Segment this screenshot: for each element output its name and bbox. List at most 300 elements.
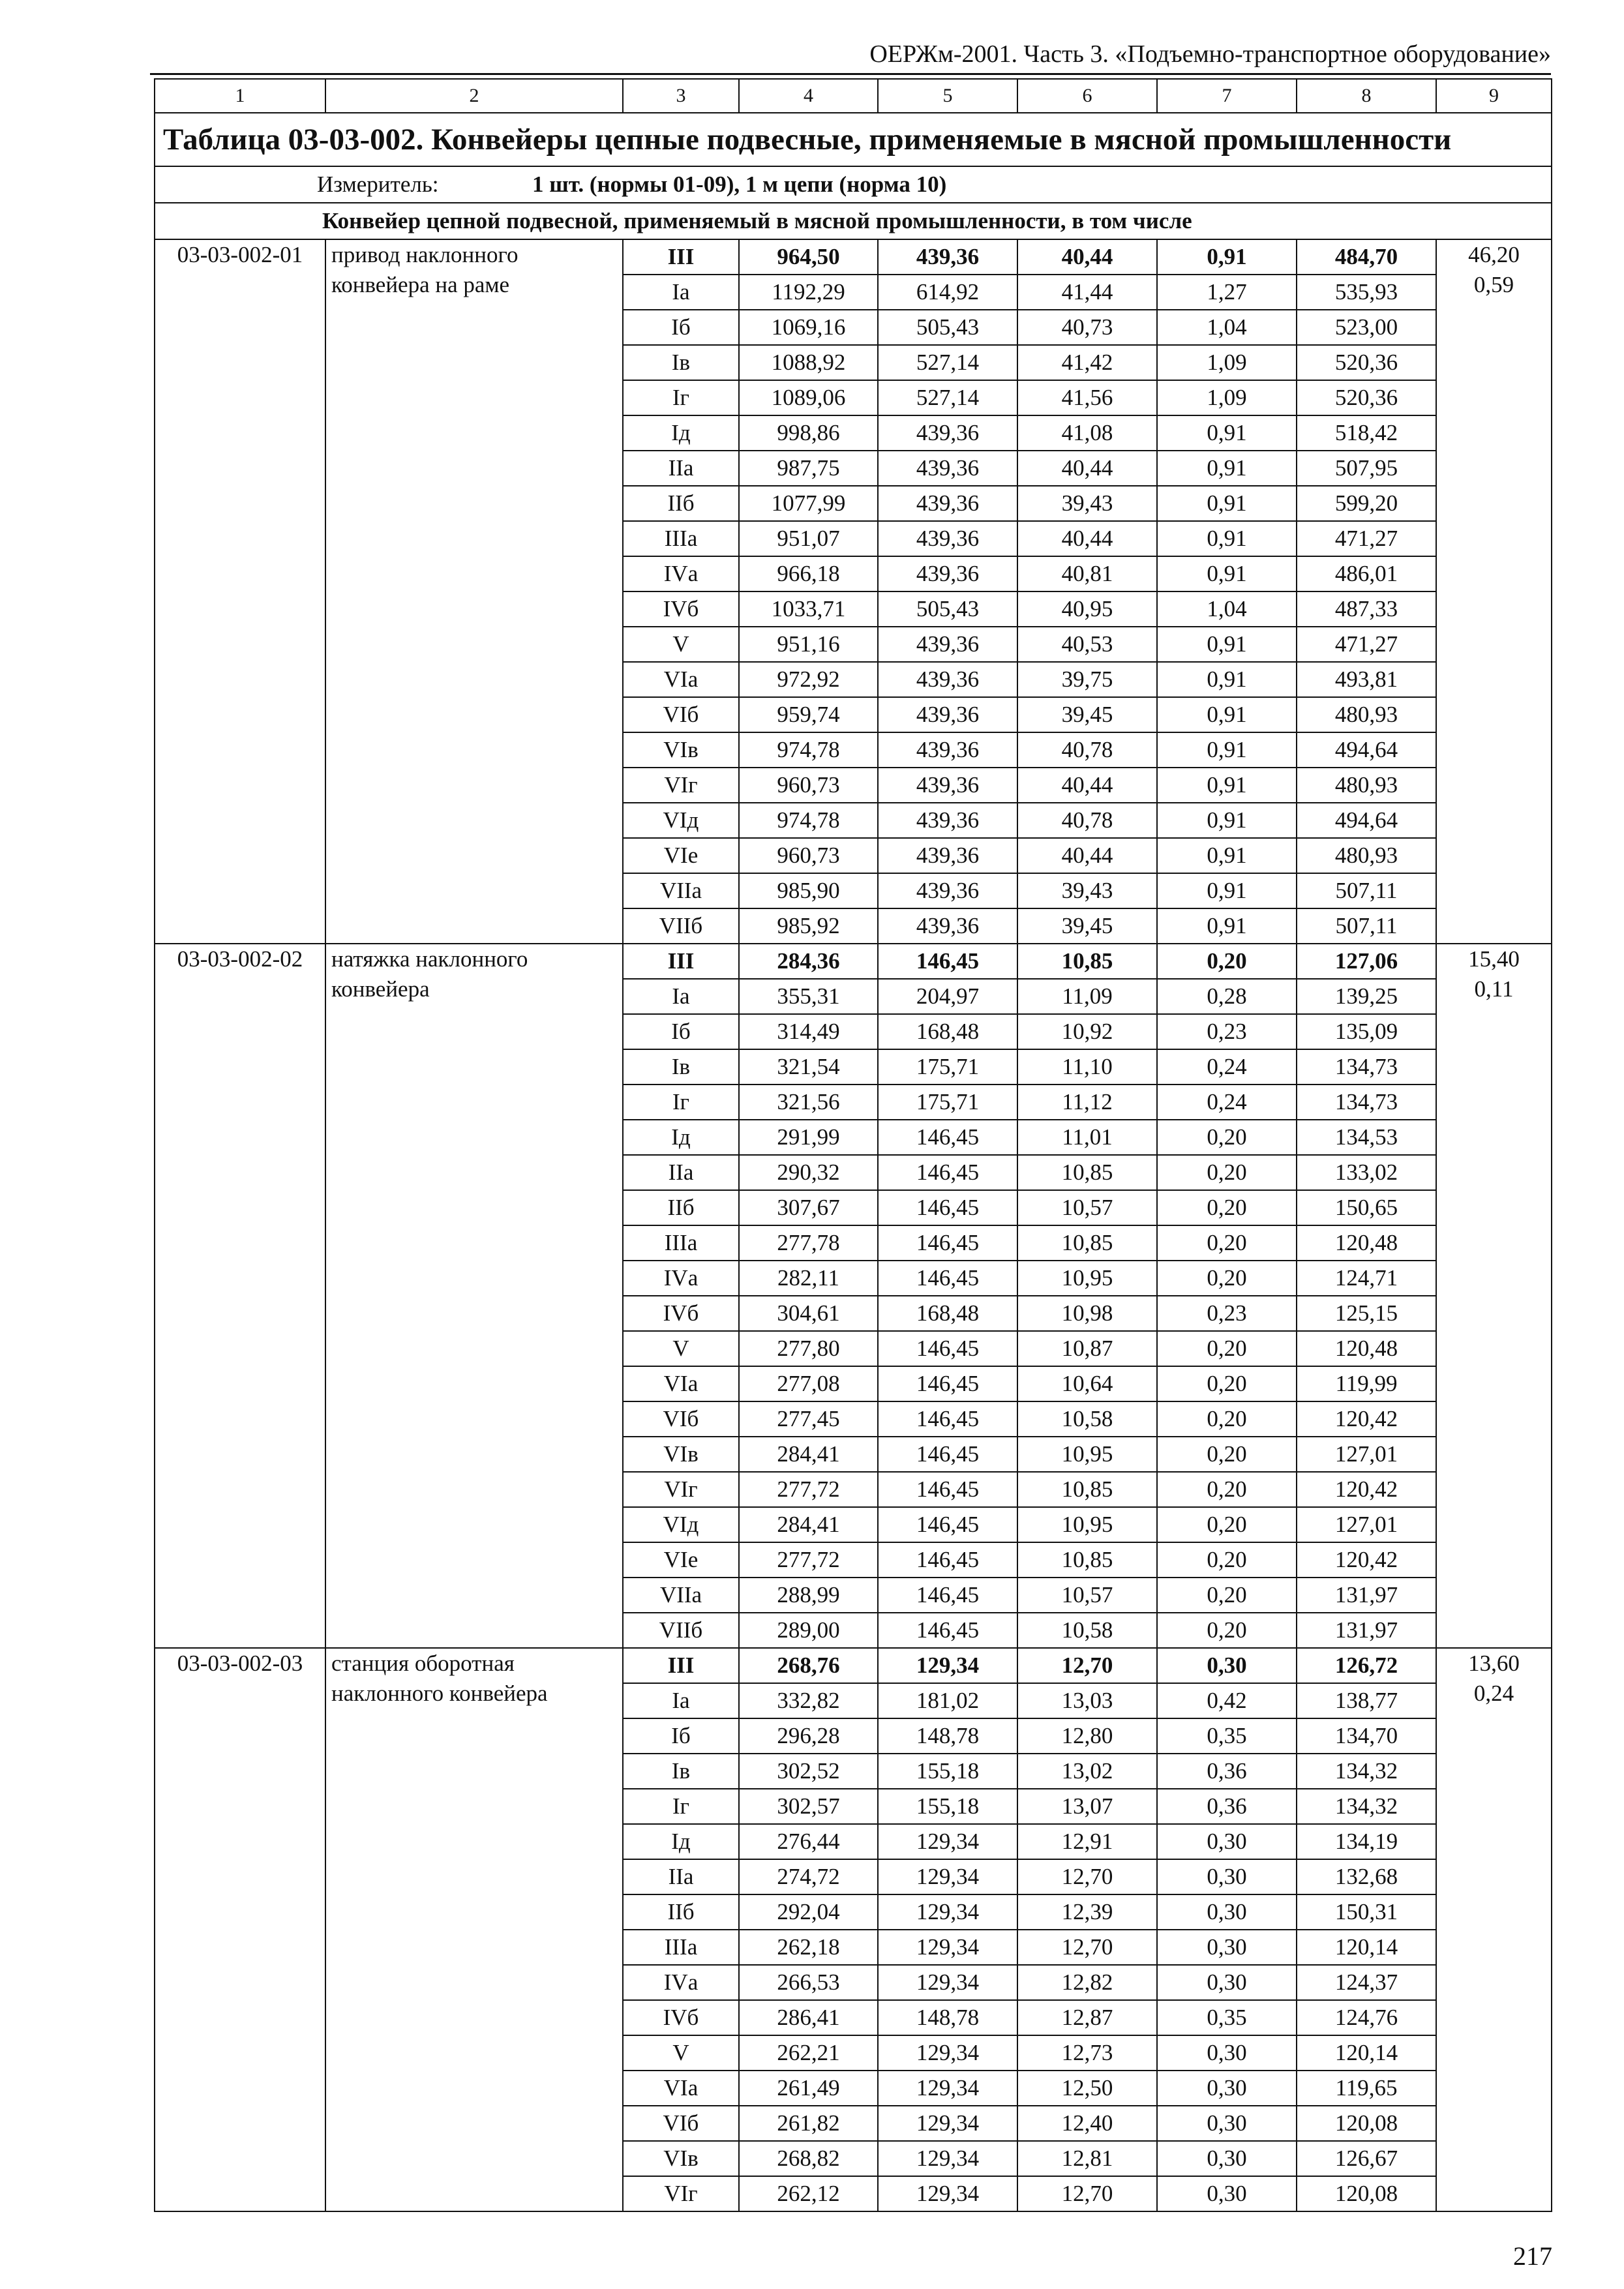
value-cell: 290,32 <box>739 1155 878 1190</box>
value-cell: 1,09 <box>1157 380 1297 415</box>
value-cell: 0,35 <box>1157 1718 1297 1754</box>
value-cell: 127,01 <box>1297 1507 1436 1542</box>
value-cell: 292,04 <box>739 1894 878 1930</box>
value-cell: 12,70 <box>1017 1859 1157 1894</box>
value-cell: 132,68 <box>1297 1859 1436 1894</box>
value-cell: 134,73 <box>1297 1085 1436 1120</box>
value-cell: 119,65 <box>1297 2071 1436 2106</box>
value-cell: 439,36 <box>878 838 1017 873</box>
value-cell: 274,72 <box>739 1859 878 1894</box>
value-cell: 146,45 <box>878 944 1017 979</box>
value-cell: 277,45 <box>739 1401 878 1437</box>
value-cell: 964,50 <box>739 239 878 275</box>
value-cell: 520,36 <box>1297 380 1436 415</box>
value-cell: 12,82 <box>1017 1965 1157 2000</box>
value-cell: 175,71 <box>878 1049 1017 1085</box>
value-cell: 0,91 <box>1157 239 1297 275</box>
value-cell: 40,44 <box>1017 521 1157 556</box>
value-cell: 119,99 <box>1297 1366 1436 1401</box>
column-number: 6 <box>1017 79 1157 113</box>
value-cell: 120,42 <box>1297 1472 1436 1507</box>
value-cell: 131,97 <box>1297 1578 1436 1613</box>
value-cell: 146,45 <box>878 1401 1017 1437</box>
column-number: 9 <box>1436 79 1552 113</box>
value-cell: 39,45 <box>1017 697 1157 732</box>
value-cell: 439,36 <box>878 803 1017 838</box>
value-cell: 129,34 <box>878 1859 1017 1894</box>
zone-cell: Iа <box>623 275 739 310</box>
header-rule <box>150 73 1551 75</box>
value-cell: 277,72 <box>739 1542 878 1578</box>
value-cell: 40,78 <box>1017 732 1157 768</box>
zone-cell: Iб <box>623 310 739 345</box>
value-cell: 268,82 <box>739 2141 878 2176</box>
value-cell: 40,44 <box>1017 838 1157 873</box>
value-cell: 12,80 <box>1017 1718 1157 1754</box>
value-cell: 13,03 <box>1017 1683 1157 1718</box>
zone-cell: VIв <box>623 2141 739 2176</box>
value-cell: 0,91 <box>1157 662 1297 697</box>
value-cell: 439,36 <box>878 627 1017 662</box>
meter-cell <box>155 166 1552 203</box>
value-cell: 471,27 <box>1297 521 1436 556</box>
zone-cell: V <box>623 1331 739 1366</box>
value-cell: 0,30 <box>1157 2071 1297 2106</box>
value-cell: 40,44 <box>1017 451 1157 486</box>
value-cell: 124,71 <box>1297 1261 1436 1296</box>
value-cell: 0,36 <box>1157 1789 1297 1824</box>
value-cell: 10,85 <box>1017 1472 1157 1507</box>
value-cell: 998,86 <box>739 415 878 451</box>
value-cell: 0,91 <box>1157 873 1297 908</box>
value-cell: 146,45 <box>878 1155 1017 1190</box>
zone-cell: Iб <box>623 1014 739 1049</box>
value-cell: 41,08 <box>1017 415 1157 451</box>
column-9-value: 13,60 <box>1468 1651 1520 1676</box>
value-cell: 262,18 <box>739 1930 878 1965</box>
value-cell: 40,44 <box>1017 768 1157 803</box>
value-cell: 0,36 <box>1157 1754 1297 1789</box>
value-cell: 10,58 <box>1017 1613 1157 1648</box>
zone-cell: VIг <box>623 768 739 803</box>
value-cell: 296,28 <box>739 1718 878 1754</box>
value-cell: 494,64 <box>1297 803 1436 838</box>
value-cell: 12,91 <box>1017 1824 1157 1859</box>
value-cell: 0,20 <box>1157 1507 1297 1542</box>
value-cell: 0,20 <box>1157 1366 1297 1401</box>
value-cell: 129,34 <box>878 2141 1017 2176</box>
value-cell: 494,64 <box>1297 732 1436 768</box>
value-cell: 1077,99 <box>739 486 878 521</box>
table-row <box>155 944 1552 979</box>
value-cell: 487,33 <box>1297 591 1436 627</box>
table-row <box>155 239 1552 275</box>
value-cell: 146,45 <box>878 1331 1017 1366</box>
value-cell: 0,24 <box>1157 1085 1297 1120</box>
zone-cell: IIIа <box>623 1930 739 1965</box>
value-cell: 277,72 <box>739 1472 878 1507</box>
value-cell: 40,78 <box>1017 803 1157 838</box>
zone-cell: IIб <box>623 1190 739 1225</box>
value-cell: 120,42 <box>1297 1401 1436 1437</box>
value-cell: 439,36 <box>878 486 1017 521</box>
column-number: 3 <box>623 79 739 113</box>
value-cell: 314,49 <box>739 1014 878 1049</box>
value-cell: 0,20 <box>1157 1120 1297 1155</box>
value-cell: 148,78 <box>878 2000 1017 2035</box>
value-cell: 12,50 <box>1017 2071 1157 2106</box>
value-cell: 146,45 <box>878 1261 1017 1296</box>
value-cell: 321,56 <box>739 1085 878 1120</box>
zone-cell: Iд <box>623 1824 739 1859</box>
value-cell: 304,61 <box>739 1296 878 1331</box>
value-cell: 507,11 <box>1297 873 1436 908</box>
column-numbers-row <box>155 79 1552 113</box>
value-cell: 0,91 <box>1157 732 1297 768</box>
value-cell: 129,34 <box>878 2035 1017 2071</box>
value-cell: 204,97 <box>878 979 1017 1014</box>
value-cell: 1,27 <box>1157 275 1297 310</box>
value-cell: 120,08 <box>1297 2176 1436 2211</box>
value-cell: 439,36 <box>878 908 1017 944</box>
value-cell: 40,73 <box>1017 310 1157 345</box>
value-cell: 302,57 <box>739 1789 878 1824</box>
value-cell: 987,75 <box>739 451 878 486</box>
value-cell: 11,10 <box>1017 1049 1157 1085</box>
value-cell: 1089,06 <box>739 380 878 415</box>
value-cell: 10,95 <box>1017 1261 1157 1296</box>
value-cell: 127,01 <box>1297 1437 1436 1472</box>
value-cell: 261,82 <box>739 2106 878 2141</box>
value-cell: 168,48 <box>878 1014 1017 1049</box>
zone-cell: Iд <box>623 1120 739 1155</box>
value-cell: 133,02 <box>1297 1155 1436 1190</box>
value-cell: 355,31 <box>739 979 878 1014</box>
zone-cell: Iв <box>623 1049 739 1085</box>
value-cell: 439,36 <box>878 662 1017 697</box>
value-cell: 0,20 <box>1157 1437 1297 1472</box>
value-cell: 0,20 <box>1157 1261 1297 1296</box>
value-cell: 268,76 <box>739 1648 878 1683</box>
value-cell: 1033,71 <box>739 591 878 627</box>
column-number: 7 <box>1157 79 1297 113</box>
value-cell: 1,04 <box>1157 310 1297 345</box>
value-cell: 985,90 <box>739 873 878 908</box>
value-cell: 181,02 <box>878 1683 1017 1718</box>
value-cell: 10,92 <box>1017 1014 1157 1049</box>
value-cell: 480,93 <box>1297 768 1436 803</box>
value-cell: 951,16 <box>739 627 878 662</box>
value-cell: 39,75 <box>1017 662 1157 697</box>
zone-cell: VIг <box>623 2176 739 2211</box>
zone-cell: VIа <box>623 2071 739 2106</box>
value-cell: 10,57 <box>1017 1190 1157 1225</box>
value-cell: 523,00 <box>1297 310 1436 345</box>
zone-cell: III <box>623 1648 739 1683</box>
zone-cell: IIIа <box>623 521 739 556</box>
meter-label: Измеритель: <box>317 172 439 197</box>
value-cell: 0,42 <box>1157 1683 1297 1718</box>
column-9-value: 15,40 <box>1468 946 1520 972</box>
value-cell: 0,91 <box>1157 838 1297 873</box>
value-cell: 41,42 <box>1017 345 1157 380</box>
zone-cell: Iг <box>623 1789 739 1824</box>
value-cell: 135,09 <box>1297 1014 1436 1049</box>
value-cell: 439,36 <box>878 451 1017 486</box>
zone-cell: VIб <box>623 2106 739 2141</box>
value-cell: 286,41 <box>739 2000 878 2035</box>
value-cell: 40,95 <box>1017 591 1157 627</box>
table-title-row <box>155 113 1552 166</box>
column-9-value: 0,24 <box>1473 1681 1514 1706</box>
meter-value: 1 шт. (нормы 01-09), 1 м цепи (норма 10) <box>532 172 947 197</box>
zone-cell: IIа <box>623 1859 739 1894</box>
zone-cell: IIIа <box>623 1225 739 1261</box>
value-cell: 599,20 <box>1297 486 1436 521</box>
zone-cell: VIIа <box>623 873 739 908</box>
value-cell: 146,45 <box>878 1507 1017 1542</box>
value-cell: 146,45 <box>878 1472 1017 1507</box>
value-cell: 951,07 <box>739 521 878 556</box>
value-cell: 262,21 <box>739 2035 878 2071</box>
value-cell: 120,48 <box>1297 1331 1436 1366</box>
value-cell: 39,45 <box>1017 908 1157 944</box>
zone-cell: IIб <box>623 486 739 521</box>
value-cell: 0,30 <box>1157 2106 1297 2141</box>
zone-cell: VIд <box>623 1507 739 1542</box>
norm-name: натяжка наклонного конвейера <box>325 944 623 1648</box>
value-cell: 129,34 <box>878 1824 1017 1859</box>
value-cell: 150,31 <box>1297 1894 1436 1930</box>
value-cell: 129,34 <box>878 1648 1017 1683</box>
zone-cell: IVа <box>623 556 739 591</box>
norm-code: 03-03-002-01 <box>155 239 325 944</box>
value-cell: 439,36 <box>878 697 1017 732</box>
value-cell: 0,30 <box>1157 1930 1297 1965</box>
value-cell: 261,49 <box>739 2071 878 2106</box>
column-number: 2 <box>325 79 623 113</box>
value-cell: 284,41 <box>739 1507 878 1542</box>
value-cell: 10,95 <box>1017 1507 1157 1542</box>
value-cell: 505,43 <box>878 310 1017 345</box>
value-cell: 0,23 <box>1157 1296 1297 1331</box>
value-cell: 1069,16 <box>739 310 878 345</box>
value-cell: 535,93 <box>1297 275 1436 310</box>
zone-cell: VIе <box>623 1542 739 1578</box>
norm-name: станция оборотная наклонного конвейера <box>325 1648 623 2211</box>
zone-cell: IIб <box>623 1894 739 1930</box>
value-cell: 0,20 <box>1157 1225 1297 1261</box>
zone-cell: VIд <box>623 803 739 838</box>
value-cell: 131,97 <box>1297 1613 1436 1648</box>
value-cell: 13,07 <box>1017 1789 1157 1824</box>
zone-cell: IVб <box>623 591 739 627</box>
value-cell: 0,91 <box>1157 768 1297 803</box>
value-cell: 146,45 <box>878 1613 1017 1648</box>
norm-code: 03-03-002-02 <box>155 944 325 1648</box>
value-cell: 12,39 <box>1017 1894 1157 1930</box>
value-cell: 129,34 <box>878 1894 1017 1930</box>
value-cell: 0,20 <box>1157 1331 1297 1366</box>
value-cell: 518,42 <box>1297 415 1436 451</box>
column-9-value: 0,59 <box>1473 272 1514 297</box>
value-cell: 0,91 <box>1157 627 1297 662</box>
value-cell: 486,01 <box>1297 556 1436 591</box>
column-9-cell <box>1436 239 1552 944</box>
value-cell: 0,28 <box>1157 979 1297 1014</box>
value-cell: 126,72 <box>1297 1648 1436 1683</box>
value-cell: 124,37 <box>1297 1965 1436 2000</box>
value-cell: 155,18 <box>878 1789 1017 1824</box>
value-cell: 471,27 <box>1297 627 1436 662</box>
zone-cell: VIа <box>623 662 739 697</box>
value-cell: 12,40 <box>1017 2106 1157 2141</box>
value-cell: 134,70 <box>1297 1718 1436 1754</box>
value-cell: 120,08 <box>1297 2106 1436 2141</box>
value-cell: 262,12 <box>739 2176 878 2211</box>
value-cell: 0,35 <box>1157 2000 1297 2035</box>
value-cell: 155,18 <box>878 1754 1017 1789</box>
value-cell: 1192,29 <box>739 275 878 310</box>
zone-cell: IIа <box>623 1155 739 1190</box>
value-cell: 0,91 <box>1157 908 1297 944</box>
value-cell: 266,53 <box>739 1965 878 2000</box>
zone-cell: IIа <box>623 451 739 486</box>
value-cell: 39,43 <box>1017 486 1157 521</box>
value-cell: 282,11 <box>739 1261 878 1296</box>
value-cell: 11,12 <box>1017 1085 1157 1120</box>
value-cell: 40,44 <box>1017 239 1157 275</box>
value-cell: 175,71 <box>878 1085 1017 1120</box>
value-cell: 960,73 <box>739 838 878 873</box>
value-cell: 134,53 <box>1297 1120 1436 1155</box>
value-cell: 41,56 <box>1017 380 1157 415</box>
value-cell: 146,45 <box>878 1437 1017 1472</box>
value-cell: 40,81 <box>1017 556 1157 591</box>
zone-cell: IVб <box>623 2000 739 2035</box>
column-number: 4 <box>739 79 878 113</box>
value-cell: 120,42 <box>1297 1542 1436 1578</box>
value-cell: 134,19 <box>1297 1824 1436 1859</box>
value-cell: 13,02 <box>1017 1754 1157 1789</box>
value-cell: 0,30 <box>1157 1859 1297 1894</box>
value-cell: 0,20 <box>1157 1472 1297 1507</box>
value-cell: 40,53 <box>1017 627 1157 662</box>
value-cell: 0,91 <box>1157 697 1297 732</box>
value-cell: 0,20 <box>1157 1155 1297 1190</box>
value-cell: 12,70 <box>1017 1648 1157 1683</box>
value-cell: 520,36 <box>1297 345 1436 380</box>
value-cell: 129,34 <box>878 2071 1017 2106</box>
value-cell: 126,67 <box>1297 2141 1436 2176</box>
zone-cell: VIг <box>623 1472 739 1507</box>
value-cell: 0,91 <box>1157 803 1297 838</box>
value-cell: 11,09 <box>1017 979 1157 1014</box>
zone-cell: VIб <box>623 697 739 732</box>
value-cell: 0,23 <box>1157 1014 1297 1049</box>
zone-cell: IVа <box>623 1261 739 1296</box>
value-cell: 12,70 <box>1017 2176 1157 2211</box>
value-cell: 146,45 <box>878 1120 1017 1155</box>
value-cell: 307,67 <box>739 1190 878 1225</box>
value-cell: 120,14 <box>1297 1930 1436 1965</box>
value-cell: 0,24 <box>1157 1049 1297 1085</box>
value-cell: 10,85 <box>1017 1225 1157 1261</box>
value-cell: 129,34 <box>878 1930 1017 1965</box>
column-number: 5 <box>878 79 1017 113</box>
value-cell: 120,48 <box>1297 1225 1436 1261</box>
value-cell: 146,45 <box>878 1542 1017 1578</box>
value-cell: 10,64 <box>1017 1366 1157 1401</box>
zone-cell: VIIб <box>623 908 739 944</box>
value-cell: 10,85 <box>1017 1542 1157 1578</box>
value-cell: 146,45 <box>878 1578 1017 1613</box>
value-cell: 484,70 <box>1297 239 1436 275</box>
value-cell: 134,73 <box>1297 1049 1436 1085</box>
value-cell: 439,36 <box>878 556 1017 591</box>
value-cell: 0,20 <box>1157 1578 1297 1613</box>
value-cell: 527,14 <box>878 380 1017 415</box>
value-cell: 127,06 <box>1297 944 1436 979</box>
value-cell: 10,95 <box>1017 1437 1157 1472</box>
value-cell: 10,57 <box>1017 1578 1157 1613</box>
value-cell: 277,08 <box>739 1366 878 1401</box>
value-cell: 321,54 <box>739 1049 878 1085</box>
value-cell: 10,58 <box>1017 1401 1157 1437</box>
value-cell: 10,85 <box>1017 944 1157 979</box>
value-cell: 12,73 <box>1017 2035 1157 2071</box>
zone-cell: Iд <box>623 415 739 451</box>
value-cell: 284,36 <box>739 944 878 979</box>
value-cell: 507,11 <box>1297 908 1436 944</box>
value-cell: 0,91 <box>1157 415 1297 451</box>
value-cell: 480,93 <box>1297 697 1436 732</box>
page-header: ОЕРЖм-2001. Часть 3. «Подъемно-транспортное оборудование» <box>869 40 1551 68</box>
column-number: 1 <box>155 79 325 113</box>
zone-cell: III <box>623 239 739 275</box>
value-cell: 129,34 <box>878 2176 1017 2211</box>
zone-cell: VIе <box>623 838 739 873</box>
value-cell: 439,36 <box>878 768 1017 803</box>
value-cell: 10,98 <box>1017 1296 1157 1331</box>
value-cell: 439,36 <box>878 732 1017 768</box>
value-cell: 0,30 <box>1157 2176 1297 2211</box>
value-cell: 120,14 <box>1297 2035 1436 2071</box>
value-cell: 10,87 <box>1017 1331 1157 1366</box>
zone-cell: VIв <box>623 1437 739 1472</box>
value-cell: 146,45 <box>878 1225 1017 1261</box>
value-cell: 289,00 <box>739 1613 878 1648</box>
value-cell: 12,81 <box>1017 2141 1157 2176</box>
zone-cell: Iа <box>623 1683 739 1718</box>
value-cell: 960,73 <box>739 768 878 803</box>
value-cell: 0,20 <box>1157 1401 1297 1437</box>
value-cell: 527,14 <box>878 345 1017 380</box>
meter-row <box>155 166 1552 203</box>
value-cell: 507,95 <box>1297 451 1436 486</box>
value-cell: 291,99 <box>739 1120 878 1155</box>
value-cell: 148,78 <box>878 1718 1017 1754</box>
value-cell: 125,15 <box>1297 1296 1436 1331</box>
page-number: 217 <box>1513 2241 1552 2271</box>
value-cell: 480,93 <box>1297 838 1436 873</box>
value-cell: 0,91 <box>1157 451 1297 486</box>
norm-code: 03-03-002-03 <box>155 1648 325 2211</box>
section-row <box>155 203 1552 239</box>
value-cell: 12,87 <box>1017 2000 1157 2035</box>
value-cell: 168,48 <box>878 1296 1017 1331</box>
zone-cell: V <box>623 2035 739 2071</box>
